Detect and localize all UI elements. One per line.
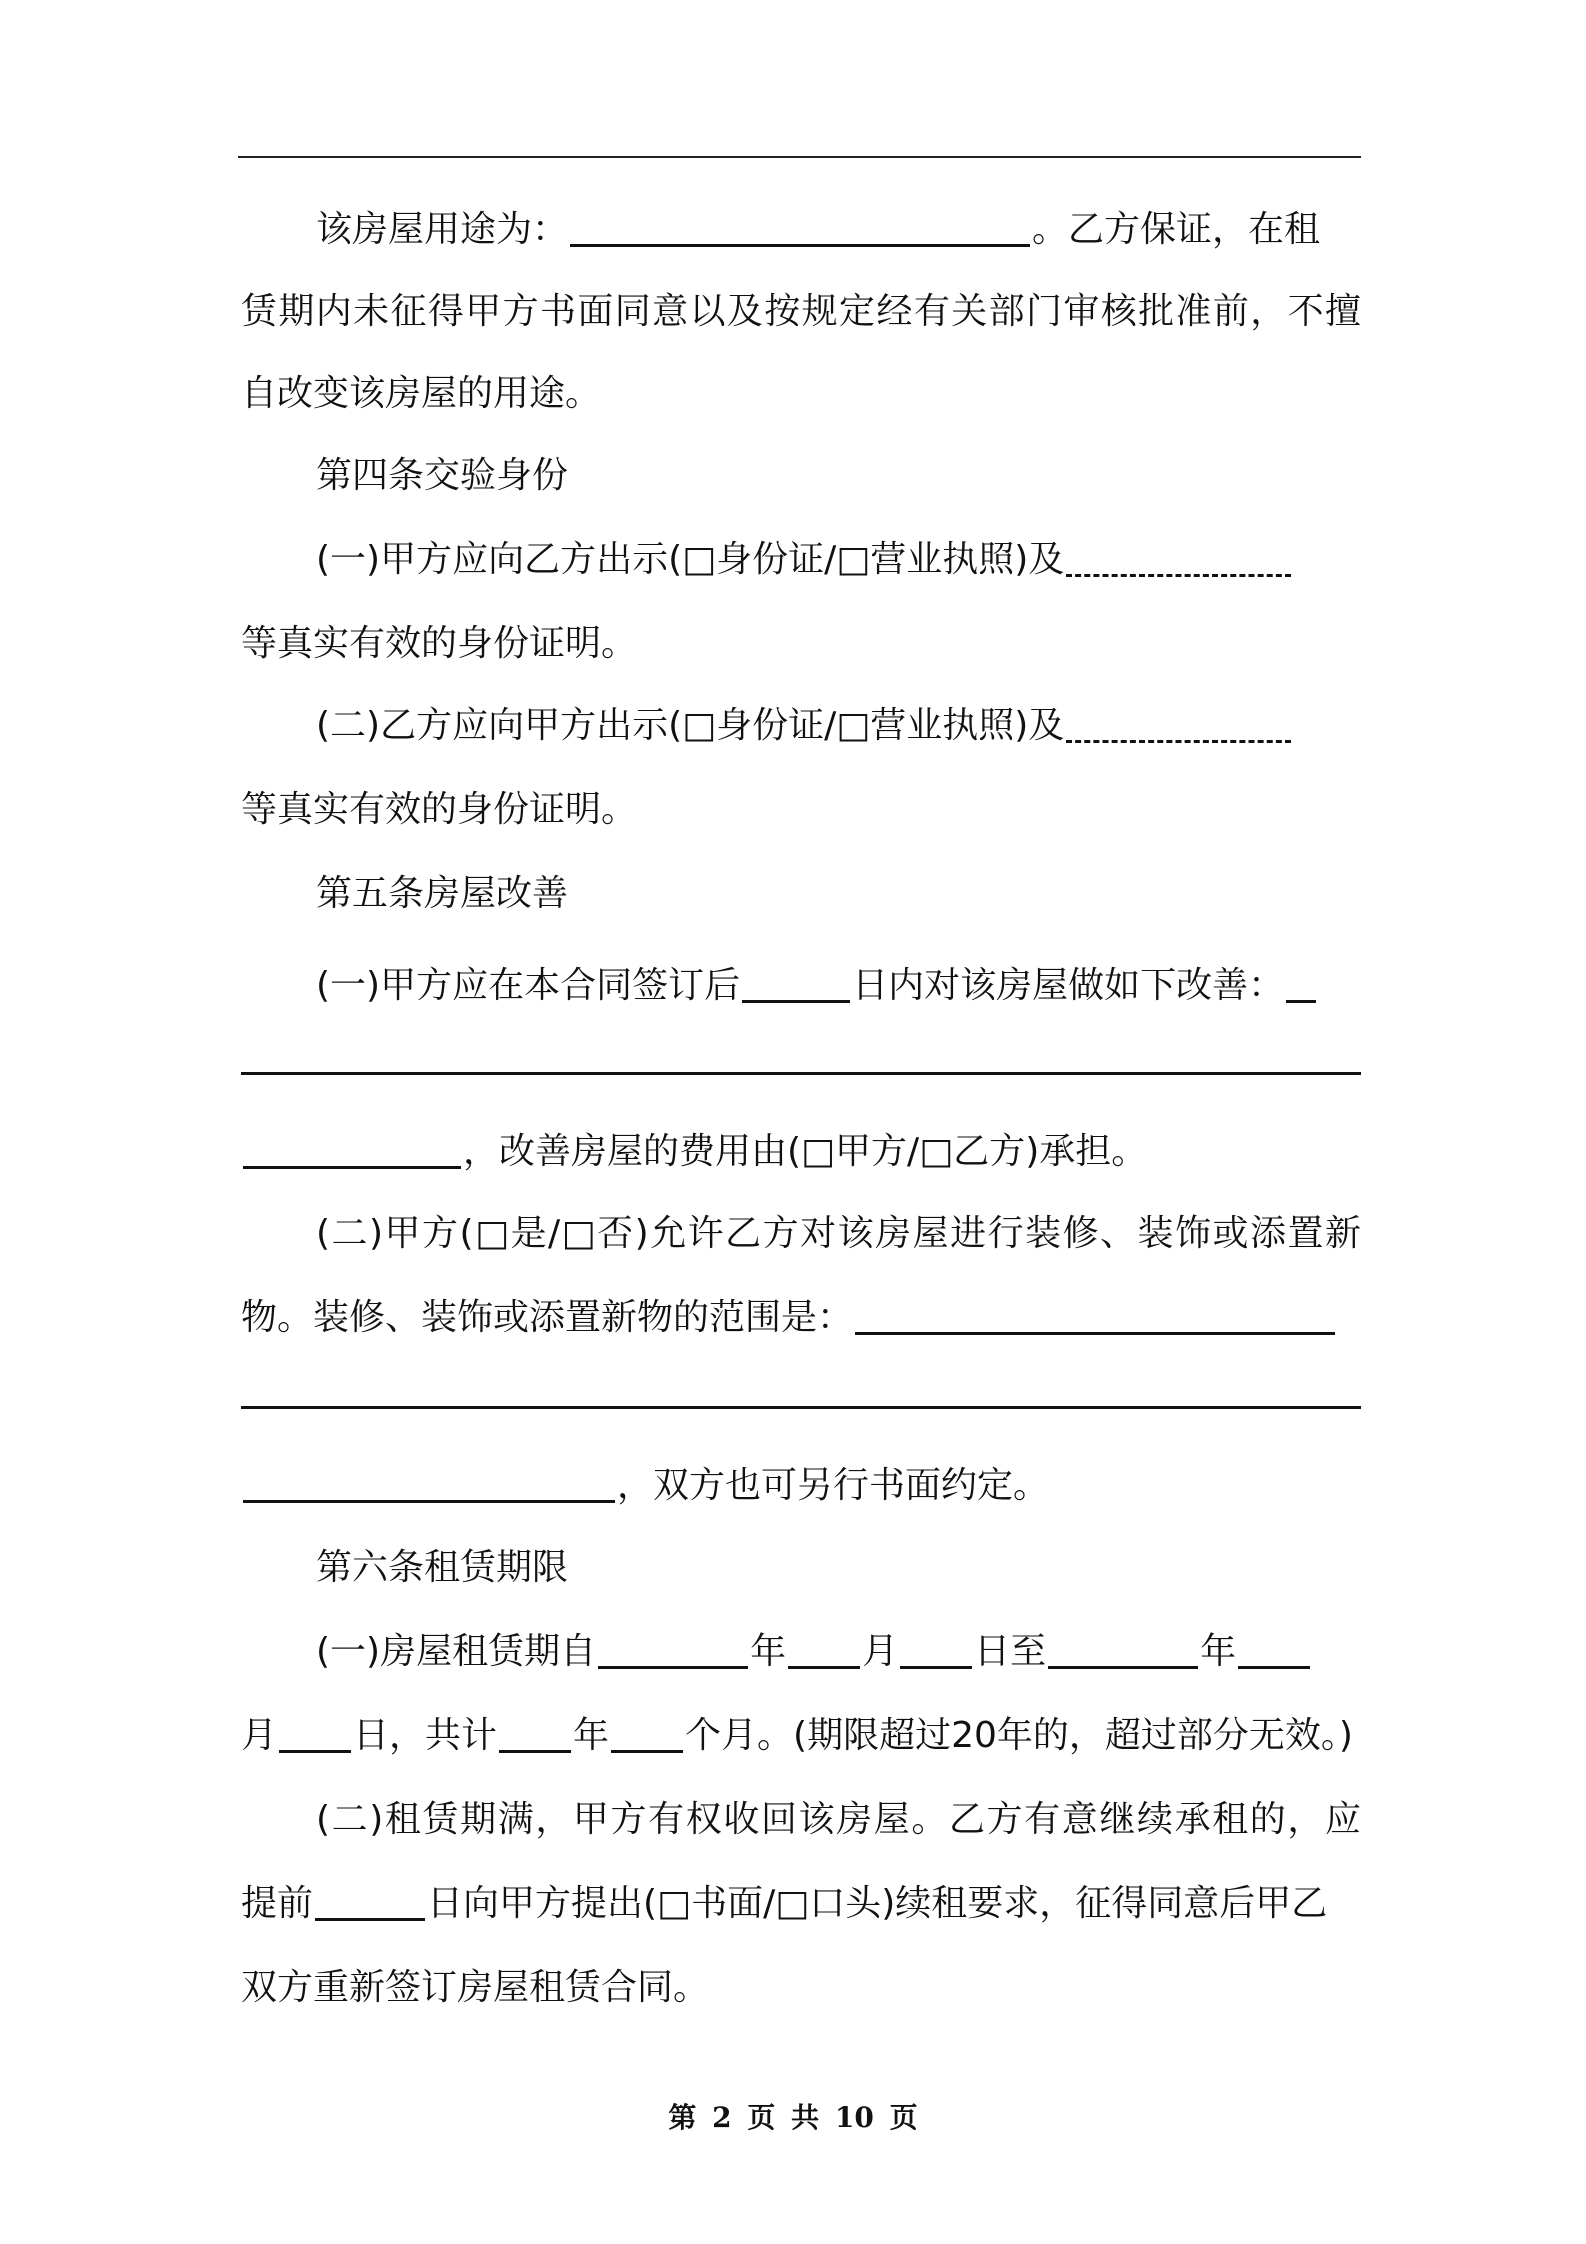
improvement-blank-line[interactable] [241,1040,1361,1075]
month-label: 月 [862,1631,899,1672]
article-5-2-line-4 [241,1456,1361,1516]
start-month-blank[interactable] [788,1630,860,1669]
article-4-2-text: (二)乙方应向甲方出示(□身份证/□营业执照)及 [316,705,1065,746]
improvement-blank-full[interactable] [241,1040,1361,1100]
article-4-heading: 第四条交验身份 [316,455,569,496]
start-year-blank[interactable] [598,1630,748,1669]
article-5-2: (二)甲方(□是/□否)允许乙方对该房屋进行装修、装饰或添置新 [316,1213,1361,1254]
article-6-2: (二)租赁期满，甲方有权收回该房屋。乙方有意继续承租的，应 [316,1799,1361,1840]
end-day-blank[interactable] [279,1714,351,1753]
total-year-blank[interactable] [499,1714,571,1753]
total-year-label: 年 [573,1715,610,1756]
usage-guarantee: 。乙方保证，在租 [1032,209,1321,250]
usage-line-3: 自改变该房屋的用途。 [241,373,602,414]
article-4-2-line-2: 等真实有效的身份证明。 [241,789,638,830]
scope-blank-end[interactable] [243,1464,615,1503]
article-4-1-text: (一)甲方应向乙方出示(□身份证/□营业执照)及 [316,539,1065,580]
page-number: 第 2 页 共 10 页 [668,2101,918,2134]
article-5-2-agree: ，双方也可另行书面约定。 [617,1465,1050,1506]
end-month-label: 月 [241,1715,278,1756]
article-4-1-line-2: 等真实有效的身份证明。 [241,623,638,664]
end-month-blank-start[interactable] [1238,1630,1310,1669]
total-month-blank[interactable] [611,1714,683,1753]
improvement-blank-start[interactable] [1286,964,1316,1003]
article-5-1 [316,956,1361,1016]
scope-blank-line[interactable] [241,1374,1361,1409]
article-4-1-blank[interactable] [1066,538,1291,577]
article-6-2-post: 日向甲方提出(□书面/□口头)续租要求，征得同意后甲乙 [427,1883,1328,1924]
end-year-blank[interactable] [1048,1630,1198,1669]
article-4-2-blank[interactable] [1066,704,1291,743]
article-6-2-line-3: 双方重新签订房屋租赁合同。 [241,1967,710,2008]
article-6-heading: 第六条租赁期限 [316,1547,569,1588]
article-6-1-line-2 [241,1706,1361,1766]
day-to-label: 日至 [974,1631,1047,1672]
start-day-blank[interactable] [900,1630,972,1669]
article-5-1-mid: 日内对该房屋做如下改善： [852,965,1285,1006]
header-rule [238,156,1361,158]
scope-blank-full[interactable] [241,1374,1361,1434]
year-label: 年 [750,1631,787,1672]
article-4-2 [316,696,1361,756]
usage-blank[interactable] [570,208,1030,247]
article-5-1-cost: ，改善房屋的费用由(□甲方/□乙方)承担。 [463,1131,1148,1172]
article-6-2-pre: 提前 [241,1883,314,1924]
article-4-1 [316,530,1361,590]
term-limit-note: 个月。(期限超过20年的，超过部分无效。) [685,1715,1353,1756]
article-5-heading: 第五条房屋改善 [316,873,569,914]
article-6-2-line-2 [241,1874,1361,1934]
article-5-2-line-2 [241,1288,1361,1348]
article-6-1-pre: (一)房屋租赁期自 [316,1631,597,1672]
usage-line-2: 赁期内未征得甲方书面同意以及按规定经有关部门审核批准前，不擅 [241,291,1361,332]
end-year-label: 年 [1200,1631,1237,1672]
days-blank[interactable] [742,964,850,1003]
article-5-1-pre: (一)甲方应在本合同签订后 [316,965,741,1006]
renewal-days-blank[interactable] [315,1882,425,1921]
article-5-1-line-3 [241,1122,1361,1182]
usage-label: 该房屋用途为： [316,209,569,250]
article-6-1 [316,1622,1361,1682]
scope-blank-start[interactable] [855,1296,1335,1335]
usage-line [316,200,1361,260]
article-5-2-scope: 物。装修、装饰或添置新物的范围是： [241,1297,854,1338]
total-label: 日，共计 [353,1715,498,1756]
improvement-blank-end[interactable] [243,1130,461,1169]
